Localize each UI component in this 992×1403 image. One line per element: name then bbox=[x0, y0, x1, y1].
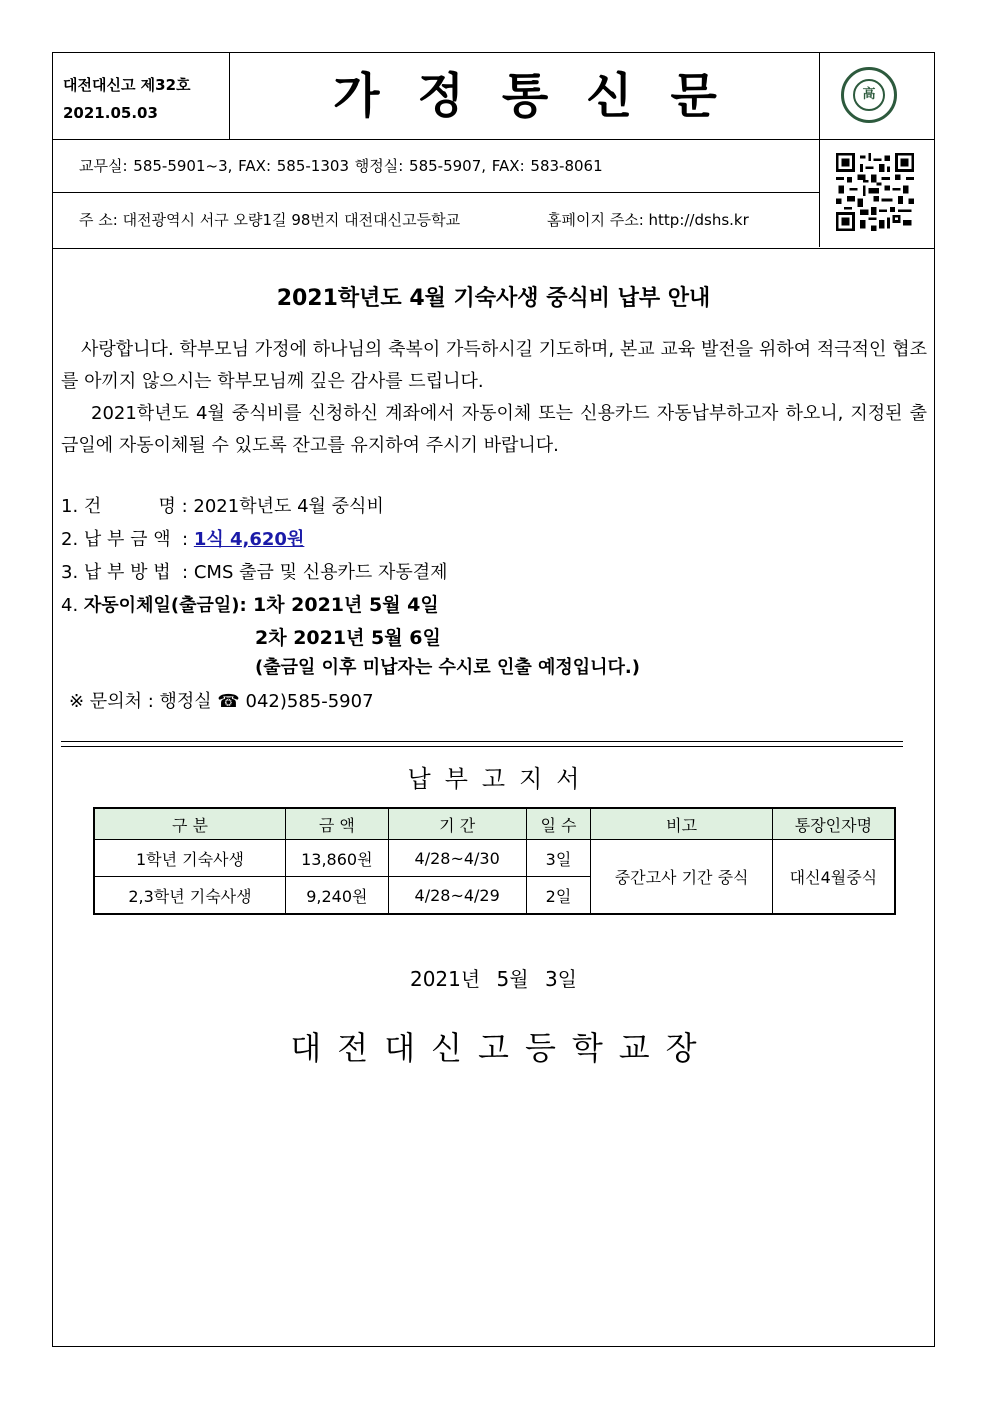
list-item bbox=[61, 622, 640, 655]
column-header: 기 간 bbox=[388, 808, 526, 840]
list-item bbox=[61, 655, 640, 681]
category-cell: 1학년 기숙사생 bbox=[94, 840, 285, 877]
document-frame bbox=[52, 52, 935, 1347]
passbook-cell: 대신4월중식 bbox=[772, 840, 895, 915]
contact-row: 교무실: 585-5901~3, FAX: 585-1303 행정실: 585-5907, FAX: 583-8061 bbox=[53, 139, 820, 193]
days-cell: 3일 bbox=[526, 840, 591, 877]
category-cell: 2,3학년 기숙사생 bbox=[94, 877, 285, 915]
item-value: 1차 2021년 5월 4일 bbox=[252, 594, 439, 616]
fee-table bbox=[93, 807, 896, 915]
homepage-link[interactable]: 홈페이지 주소: http://dshs.kr bbox=[547, 211, 749, 229]
school-logo-icon bbox=[841, 67, 897, 123]
issue-date-footer: 2021년 5월 3일 bbox=[409, 967, 578, 991]
item-label: 2. 납 부 금 액 : bbox=[61, 529, 194, 550]
list-item bbox=[61, 556, 640, 589]
item-note: (출금일 이후 미납자는 수시로 인출 예정입니다.) bbox=[255, 657, 640, 678]
item-value: 2차 2021년 5월 6일 bbox=[255, 627, 441, 649]
column-header: 일 수 bbox=[526, 808, 591, 840]
school-logo-text: 高 bbox=[853, 79, 885, 111]
list-item bbox=[61, 589, 640, 622]
period-cell: 4/28~4/29 bbox=[388, 877, 526, 915]
table-header-row bbox=[94, 808, 895, 840]
item-number: 4. bbox=[61, 595, 84, 616]
item-list bbox=[61, 490, 640, 681]
list-item bbox=[61, 523, 640, 556]
column-header: 구 분 bbox=[94, 808, 285, 840]
page-title: 가정통신문 bbox=[333, 68, 755, 124]
contact-info: ※ 문의처 : 행정실 ☎ 042)585-5907 bbox=[69, 691, 374, 712]
amount-cell: 13,860원 bbox=[285, 840, 388, 877]
issue-number: 대전대신고 제32호 bbox=[63, 76, 191, 94]
address: 주 소: 대전광역시 서구 오량1길 98번지 대전대신고등학교 bbox=[79, 211, 461, 229]
item-label: 자동이체일(출금일): bbox=[83, 595, 253, 616]
column-header: 비고 bbox=[591, 808, 772, 840]
amount-link[interactable]: 1식 4,620원 bbox=[193, 529, 305, 550]
days-cell: 2일 bbox=[526, 877, 591, 915]
column-header: 금 액 bbox=[285, 808, 388, 840]
document-title: 2021학년도 4월 기숙사생 중식비 납부 안내 bbox=[276, 286, 711, 311]
item-value: CMS 출금 및 신용카드 자동결제 bbox=[193, 562, 448, 583]
school-principal: 대전대신고등학교장 bbox=[290, 1029, 713, 1067]
item-value: 2021학년도 4월 중식비 bbox=[193, 496, 384, 517]
column-header: 통장인자명 bbox=[772, 808, 895, 840]
address-row bbox=[53, 193, 934, 249]
table-row bbox=[94, 840, 895, 877]
issue-info bbox=[53, 53, 230, 139]
remark-cell: 중간고사 기간 중식 bbox=[591, 840, 772, 915]
divider bbox=[61, 741, 903, 747]
item-label: 1. 건 명 : bbox=[61, 496, 194, 517]
instruction-paragraph: 2021학년도 4월 중식비를 신청하신 계좌에서 자동이체 또는 신용카드 자동납부하고자 하오니, 지정된 출금일에 자동이체될 수 있도록 잔고를 유지하여 주시기 바랍니다. bbox=[61, 403, 927, 456]
header-top-row bbox=[53, 53, 934, 140]
issue-date: 2021.05.03 bbox=[63, 104, 158, 122]
amount-cell: 9,240원 bbox=[285, 877, 388, 915]
item-label: 3. 납 부 방 법 : bbox=[61, 562, 194, 583]
notice-title: 납부고지서 bbox=[407, 765, 594, 793]
greeting-paragraph: 사랑합니다. 학부모님 가정에 하나님의 축복이 가득하시길 기도하며, 본교 교육 발전을 위하여 적극적인 협조를 아끼지 않으시는 학부모님께 깊은 감사를 드립니다. bbox=[61, 339, 927, 392]
list-item bbox=[61, 490, 640, 523]
period-cell: 4/28~4/30 bbox=[388, 840, 526, 877]
